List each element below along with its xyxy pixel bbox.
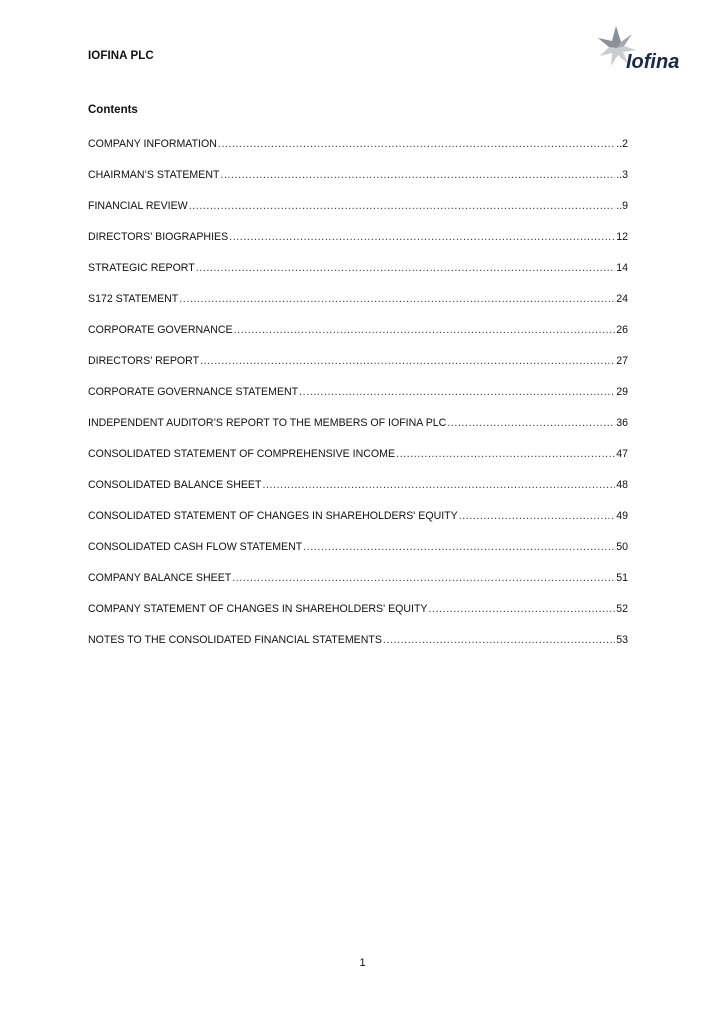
toc-entry-title: S172 STATEMENT	[88, 293, 179, 305]
toc-leader-dots	[232, 572, 615, 584]
toc-entry[interactable]	[88, 572, 628, 603]
toc-entry-page: 50	[616, 541, 628, 553]
toc-entry-title: STRATEGIC REPORT	[88, 262, 195, 274]
toc-leader-dots	[429, 603, 616, 615]
toc-entry[interactable]	[88, 324, 628, 355]
toc-leader-dots	[218, 138, 615, 150]
toc-entry-title: DIRECTORS' BIOGRAPHIES	[88, 231, 229, 243]
toc-entry-page: 53	[616, 634, 628, 646]
toc-leader-dots	[459, 510, 615, 522]
iofina-logo	[596, 24, 696, 74]
toc-entry-title: CONSOLIDATED BALANCE SHEET	[88, 479, 262, 491]
toc-entry-title: CONSOLIDATED STATEMENT OF CHANGES IN SHAREHOLDERS' EQUITY	[88, 510, 458, 522]
toc-entry-page: 36	[616, 417, 628, 429]
toc-entry-title: CONSOLIDATED STATEMENT OF COMPREHENSIVE INCOME	[88, 448, 396, 460]
toc-entry-page: ..3	[616, 169, 628, 181]
toc-leader-dots	[299, 386, 615, 398]
toc-entry-page: 26	[616, 324, 628, 336]
toc-entry[interactable]	[88, 200, 628, 231]
toc-entry-title: COMPANY STATEMENT OF CHANGES IN SHAREHOLDERS' EQUITY	[88, 603, 428, 615]
toc-entry-title: NOTES TO THE CONSOLIDATED FINANCIAL STATEMENTS	[88, 634, 382, 646]
toc-entry-page: 48	[616, 479, 628, 491]
toc-leader-dots	[234, 324, 616, 336]
toc-entry[interactable]	[88, 355, 628, 386]
toc-entry-page: 51	[616, 572, 628, 584]
toc-leader-dots	[200, 355, 615, 367]
toc-entry-page: 14	[616, 262, 628, 274]
toc-entry-title: CORPORATE GOVERNANCE	[88, 324, 233, 336]
toc-leader-dots	[220, 169, 615, 181]
toc-entry-page: 49	[616, 510, 628, 522]
toc-entry-page: 12	[616, 231, 628, 243]
toc-entry-title: INDEPENDENT AUDITOR’S REPORT TO THE MEMBERS OF IOFINA PLC	[88, 417, 447, 429]
toc-entry[interactable]	[88, 541, 628, 572]
page-number: 1	[359, 957, 366, 969]
toc-entry-page: 47	[616, 448, 628, 460]
toc-entry-title: CHAIRMAN’S STATEMENT	[88, 169, 220, 181]
toc-leader-dots	[179, 293, 615, 305]
toc-leader-dots	[189, 200, 616, 212]
toc-entry[interactable]	[88, 169, 628, 200]
toc-leader-dots	[303, 541, 615, 553]
toc-leader-dots	[396, 448, 615, 460]
logo-wordmark: Iofina	[626, 51, 680, 73]
toc-entry-title: COMPANY BALANCE SHEET	[88, 572, 232, 584]
toc-entry[interactable]	[88, 138, 628, 169]
contents-heading: Contents	[88, 104, 138, 116]
table-of-contents	[88, 138, 628, 665]
toc-entry[interactable]	[88, 386, 628, 417]
toc-entry[interactable]	[88, 448, 628, 479]
toc-entry[interactable]	[88, 510, 628, 541]
toc-entry-title: CORPORATE GOVERNANCE STATEMENT	[88, 386, 299, 398]
toc-entry[interactable]	[88, 603, 628, 634]
toc-leader-dots	[196, 262, 615, 274]
toc-entry[interactable]	[88, 262, 628, 293]
toc-leader-dots	[229, 231, 615, 243]
toc-leader-dots	[262, 479, 615, 491]
toc-entry[interactable]	[88, 293, 628, 324]
toc-entry[interactable]	[88, 479, 628, 510]
company-name: IOFINA PLC	[88, 50, 154, 62]
toc-leader-dots	[447, 417, 615, 429]
toc-entry-page: 24	[616, 293, 628, 305]
toc-entry[interactable]	[88, 231, 628, 262]
toc-entry[interactable]	[88, 634, 628, 665]
toc-entry-page: ..9	[616, 200, 628, 212]
toc-entry[interactable]	[88, 417, 628, 448]
toc-entry-page: 27	[616, 355, 628, 367]
toc-leader-dots	[383, 634, 615, 646]
toc-entry-title: FINANCIAL REVIEW	[88, 200, 188, 212]
toc-entry-title: COMPANY INFORMATION	[88, 138, 217, 150]
toc-entry-page: 52	[616, 603, 628, 615]
logo-graphic	[596, 24, 696, 74]
toc-entry-title: CONSOLIDATED CASH FLOW STATEMENT	[88, 541, 303, 553]
toc-entry-title: DIRECTORS’ REPORT	[88, 355, 200, 367]
toc-entry-page: 29	[616, 386, 628, 398]
toc-entry-page: ..2	[616, 138, 628, 150]
